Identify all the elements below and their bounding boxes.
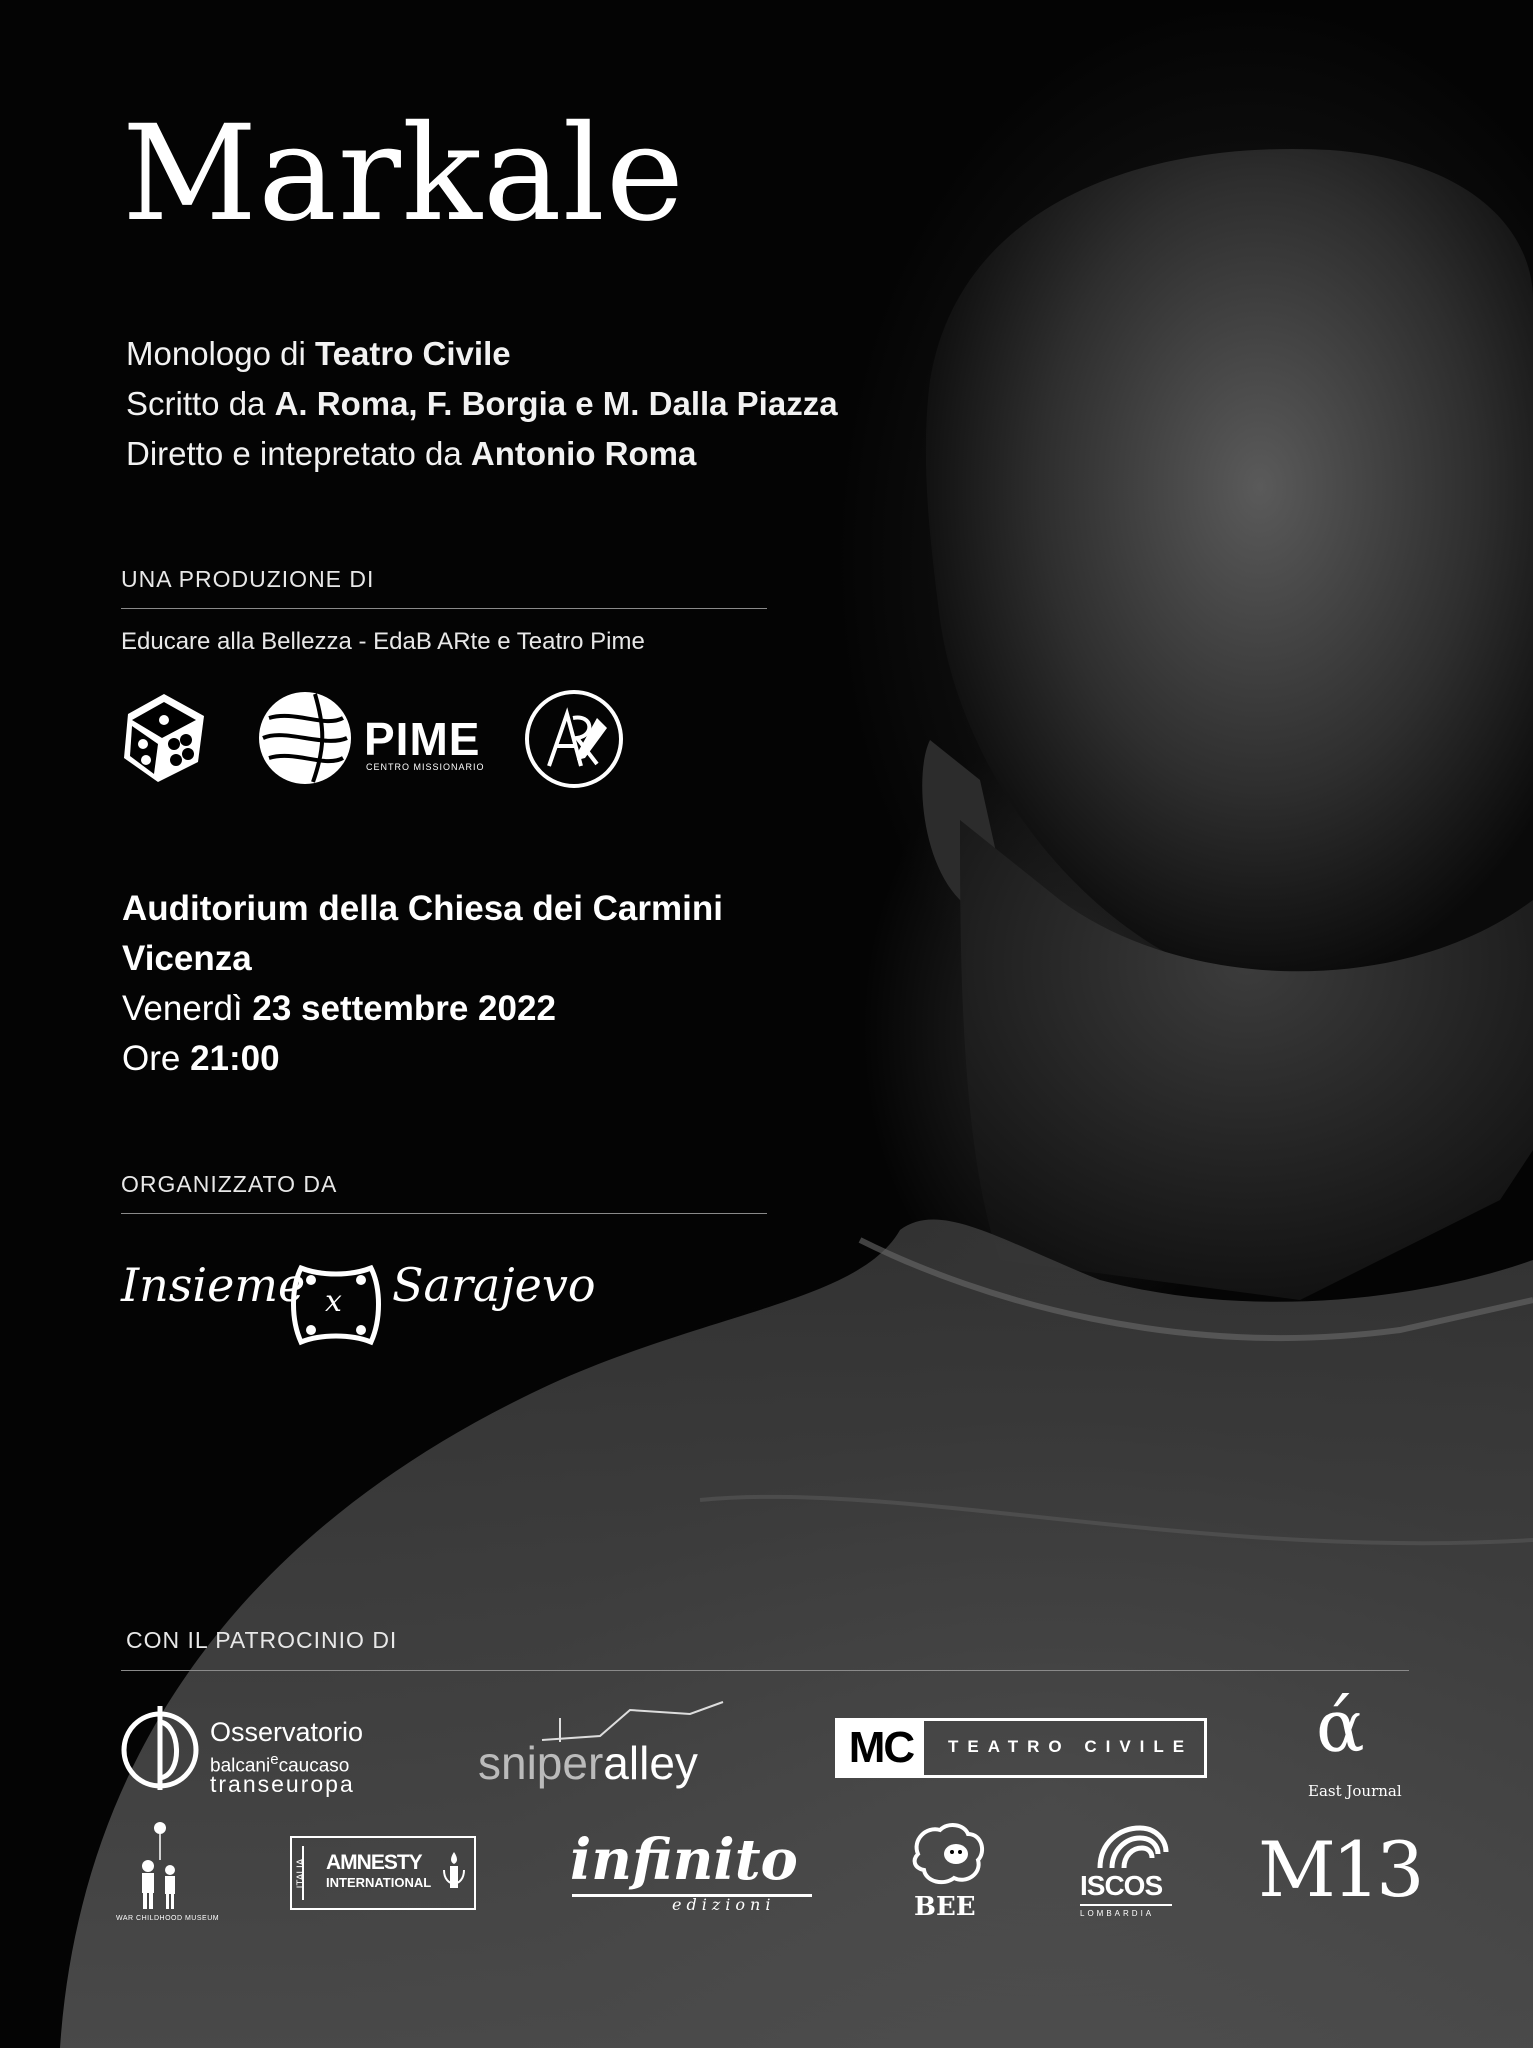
amnesty-logo <box>290 1836 476 1910</box>
production-divider <box>121 608 767 609</box>
organizer-name-x: x <box>325 1284 342 1319</box>
credit-line-genre <box>126 337 511 370</box>
obc-line3: transeuropa <box>210 1771 355 1797</box>
east-journal-text: East Journal <box>1308 1782 1402 1800</box>
east-journal-mark: ά <box>1316 1684 1365 1768</box>
amnesty-line1: AMNESTY <box>326 1851 422 1874</box>
organizer-label: ORGANIZZATO DA <box>121 1171 338 1197</box>
organizer-divider <box>121 1213 767 1214</box>
venue-city: Vicenza <box>122 939 252 978</box>
pime-globe-icon <box>255 688 355 788</box>
bee-text: BEE <box>914 1892 976 1922</box>
iscos-waves-icon <box>1090 1822 1170 1872</box>
credit-prefix: Monologo di <box>126 335 315 372</box>
obc-line1: Osservatorio <box>210 1717 364 1747</box>
pime-logo-subtext: CENTRO MISSIONARIO <box>366 762 485 772</box>
credit-prefix: Diretto e intepretato da <box>126 435 471 472</box>
infinito-subtext: edizioni <box>672 1895 776 1914</box>
obc-balcani: balcani <box>210 1755 271 1777</box>
credit-line-director <box>126 437 696 470</box>
war-childhood-museum-text: WAR CHILDHOOD MUSEUM <box>116 1915 220 1922</box>
amnesty-side-text: ITALIA <box>295 1858 307 1889</box>
patronage-divider <box>121 1670 1409 1671</box>
venue-name: Auditorium della Chiesa dei Carmini <box>122 889 723 928</box>
credit-bold: A. Roma, F. Borgia e M. Dalla Piazza <box>274 385 838 422</box>
alley-text: alley <box>603 1737 698 1789</box>
date-value: 23 settembre 2022 <box>252 989 556 1028</box>
credit-bold: Teatro Civile <box>314 335 511 372</box>
mc-text: TEATRO CIVILE <box>948 1737 1194 1756</box>
obc-caucaso: caucaso <box>278 1755 350 1777</box>
organizer-name-right: Sarajevo <box>392 1258 596 1312</box>
credit-line-authors <box>126 387 838 420</box>
event-date <box>122 991 556 1026</box>
mc-teatro-civile-logo <box>835 1718 1207 1778</box>
candle-icon <box>442 1850 466 1898</box>
obc-logo-icon <box>118 1702 202 1792</box>
time-prefix: Ore <box>122 1039 191 1078</box>
time-value: 21:00 <box>190 1039 280 1078</box>
war-childhood-museum-icon <box>130 1820 190 1912</box>
date-prefix: Venerdì <box>122 989 253 1028</box>
event-time <box>122 1041 280 1076</box>
production-label: UNA PRODUZIONE DI <box>121 566 375 592</box>
sniper-text: sniper <box>478 1737 604 1789</box>
bee-sheep-icon <box>908 1820 988 1890</box>
iscos-subtext: LOMBARDIA <box>1080 1904 1172 1918</box>
pime-logo-text: PIME <box>364 713 481 765</box>
dice-logo-icon <box>118 688 210 788</box>
sniper-alley-wordmark <box>478 1737 698 1789</box>
m13-logo: M13 <box>1258 1825 1421 1914</box>
amnesty-line2: INTERNATIONAL <box>326 1875 432 1890</box>
patronage-label: CON IL PATROCINIO DI <box>126 1627 398 1653</box>
credit-bold: Antonio Roma <box>470 435 697 472</box>
arte-logo-icon <box>523 688 625 790</box>
production-text: Educare alla Bellezza - EdaB ARte e Teatro Pime <box>121 628 645 655</box>
credit-prefix: Scritto da <box>126 385 275 422</box>
iscos-text: ISCOS <box>1080 1870 1163 1901</box>
mc-mark: MC <box>838 1721 924 1775</box>
organizer-name-left: Insieme <box>121 1258 306 1312</box>
show-title: Markale <box>122 97 685 251</box>
infinito-wordmark: infinito <box>570 1827 798 1893</box>
obc-e: e <box>270 1751 279 1768</box>
